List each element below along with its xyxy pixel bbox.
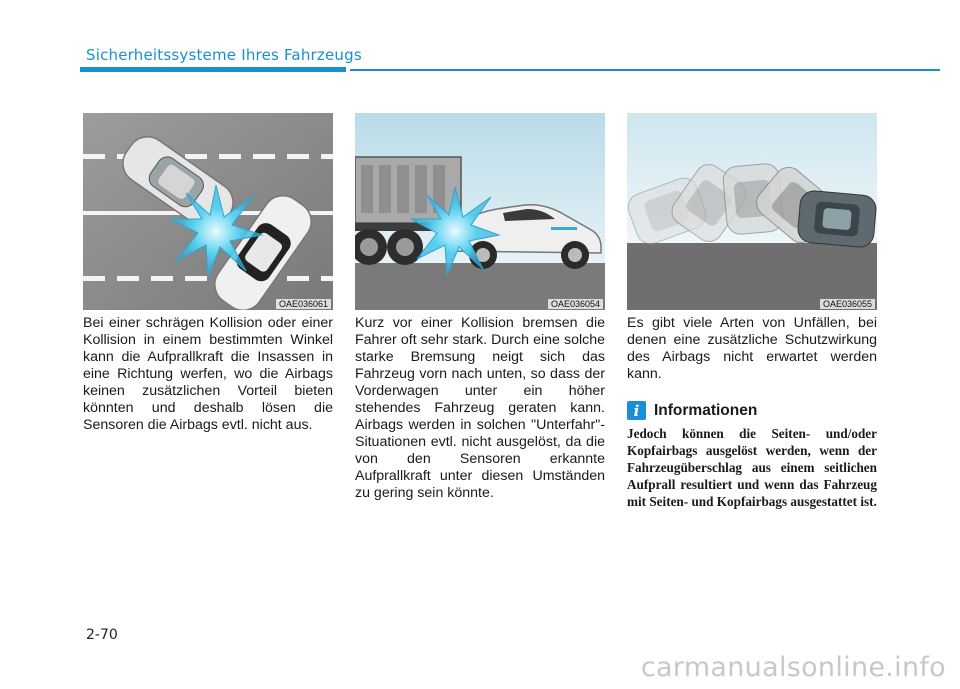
figure-rollover [627,113,877,310]
rolling-car-icon [797,190,877,248]
header-rule-thin [350,69,940,71]
section-title: Sicherheitssysteme Ihres Fahrzeugs [86,46,362,64]
info-icon: i [627,401,646,420]
information-body: Jedoch können die Seiten- und/oder Kopfairbags ausgelöst werden, wenn der Fahrzeugüberschlag aus einem seitlichen Aufprall resultiert und wenn das Fahrzeug mit Seiten- und Kopfairbags ausgestattet ist. [627,426,877,509]
watermark: carmanualsonline.info [640,652,946,683]
page-number: 2-70 [86,627,118,643]
figure-underride-collision [355,113,605,310]
rollover-illustration [627,113,877,310]
column-1-text: Bei einer schrägen Kollision oder einer Kollision in einem bestimmten Winkel kann die Aufprallkraft die Insassen in eine Richtung werfen, wo die Airbags keinen zusätzlichen Vorteil bieten könnten und deshalb lösen die Sensoren die Airbags evtl. nicht aus. [83,315,333,433]
figure-oblique-collision [83,113,333,310]
figure-code: OAE036055 [820,299,875,309]
underride-collision-illustration [355,113,605,310]
oblique-collision-illustration [83,113,333,310]
figure-code: OAE036054 [548,299,603,309]
information-heading [627,401,757,420]
column-2-text: Kurz vor einer Kollision bremsen die Fahrer oft sehr stark. Durch eine solche starke Bremsung neigt sich das Fahrzeug vorn nach unten, so dass der Vorderwagen unter ein höher stehendes Fahrzeug geraten kann. Airbags werden in solchen "Unterfahr"- Situationen evtl. nicht ausgelöst, da die von den Sensoren erkannte Aufprallkraft unter diesen Umständen zu gering sein könnte. [355,315,605,501]
figure-code: OAE036061 [276,299,331,309]
column-3-text: Es gibt viele Arten von Unfällen, bei denen eine zusätzliche Schutzwirkung des Airbags nicht erwartet werden kann. [627,315,877,382]
information-title: Informationen [654,401,758,419]
header-rule-thick [80,67,346,72]
